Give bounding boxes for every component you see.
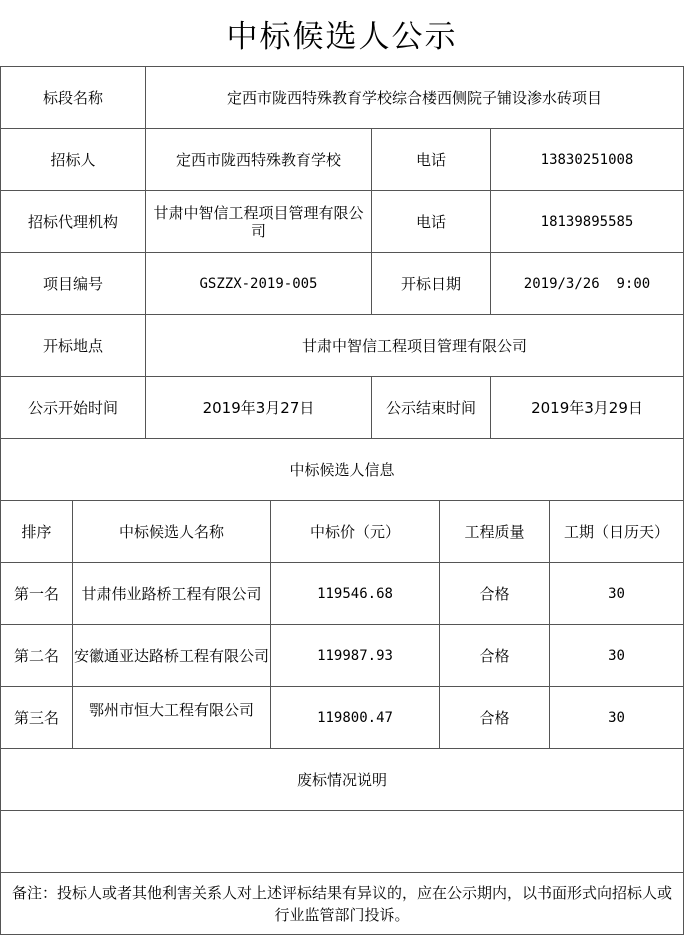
candidate-days: 30 (549, 686, 684, 749)
project-no: GSZZX-2019-005 (145, 252, 372, 315)
candidate-name: 安徽通亚达路桥工程有限公司 (72, 624, 271, 687)
start-time-label: 公示开始时间 (0, 376, 146, 439)
candidate-price: 119800.47 (270, 686, 440, 749)
header-name: 中标候选人名称 (72, 500, 271, 563)
project-no-label: 项目编号 (0, 252, 146, 315)
note: 备注：投标人或者其他利害关系人对上述评标结果有异议的，应在公示期内，以书面形式向招标人或行业监管部门投诉。 (0, 872, 684, 935)
header-rank: 排序 (0, 500, 73, 563)
open-date-label: 开标日期 (371, 252, 491, 315)
agency-label: 招标代理机构 (0, 190, 146, 253)
candidate-days: 30 (549, 624, 684, 687)
agency-phone: 18139895585 (490, 190, 684, 253)
candidate-name: 鄂州市恒大工程有限公司 (72, 686, 271, 749)
candidate-rank: 第三名 (0, 686, 73, 749)
page-title: 中标候选人公示 (226, 18, 458, 55)
header-price: 中标价（元） (270, 500, 440, 563)
candidate-quality: 合格 (439, 624, 550, 687)
candidate-rank: 第一名 (0, 562, 73, 625)
tenderer-phone-label: 电话 (371, 128, 491, 191)
agency-phone-label: 电话 (371, 190, 491, 253)
candidate-days: 30 (549, 562, 684, 625)
candidate-price: 119987.93 (270, 624, 440, 687)
start-time-value: 2019年3月27日 (145, 376, 372, 439)
agency-value: 甘肃中智信工程项目管理有限公司 (145, 190, 372, 253)
end-time-value: 2019年3月29日 (490, 376, 684, 439)
candidate-quality: 合格 (439, 562, 550, 625)
candidate-price: 119546.68 (270, 562, 440, 625)
open-date: 2019/3/26 9:00 (490, 252, 684, 315)
candidate-name: 甘肃伟业路桥工程有限公司 (72, 562, 271, 625)
location-value: 甘肃中智信工程项目管理有限公司 (145, 314, 684, 377)
void-bid-content (0, 810, 684, 873)
candidate-rank: 第二名 (0, 624, 73, 687)
end-time-label: 公示结束时间 (371, 376, 491, 439)
candidate-quality: 合格 (439, 686, 550, 749)
location-label: 开标地点 (0, 314, 146, 377)
section-name-value: 定西市陇西特殊教育学校综合楼西侧院子铺设渗水砖项目 (145, 66, 684, 129)
void-bid-title: 废标情况说明 (0, 748, 684, 811)
tenderer-phone: 13830251008 (490, 128, 684, 191)
header-days: 工期（日历天） (549, 500, 684, 563)
tenderer-value: 定西市陇西特殊教育学校 (145, 128, 372, 191)
candidates-info-title: 中标候选人信息 (0, 438, 684, 501)
tenderer-label: 招标人 (0, 128, 146, 191)
section-name-label: 标段名称 (0, 66, 146, 129)
header-quality: 工程质量 (439, 500, 550, 563)
